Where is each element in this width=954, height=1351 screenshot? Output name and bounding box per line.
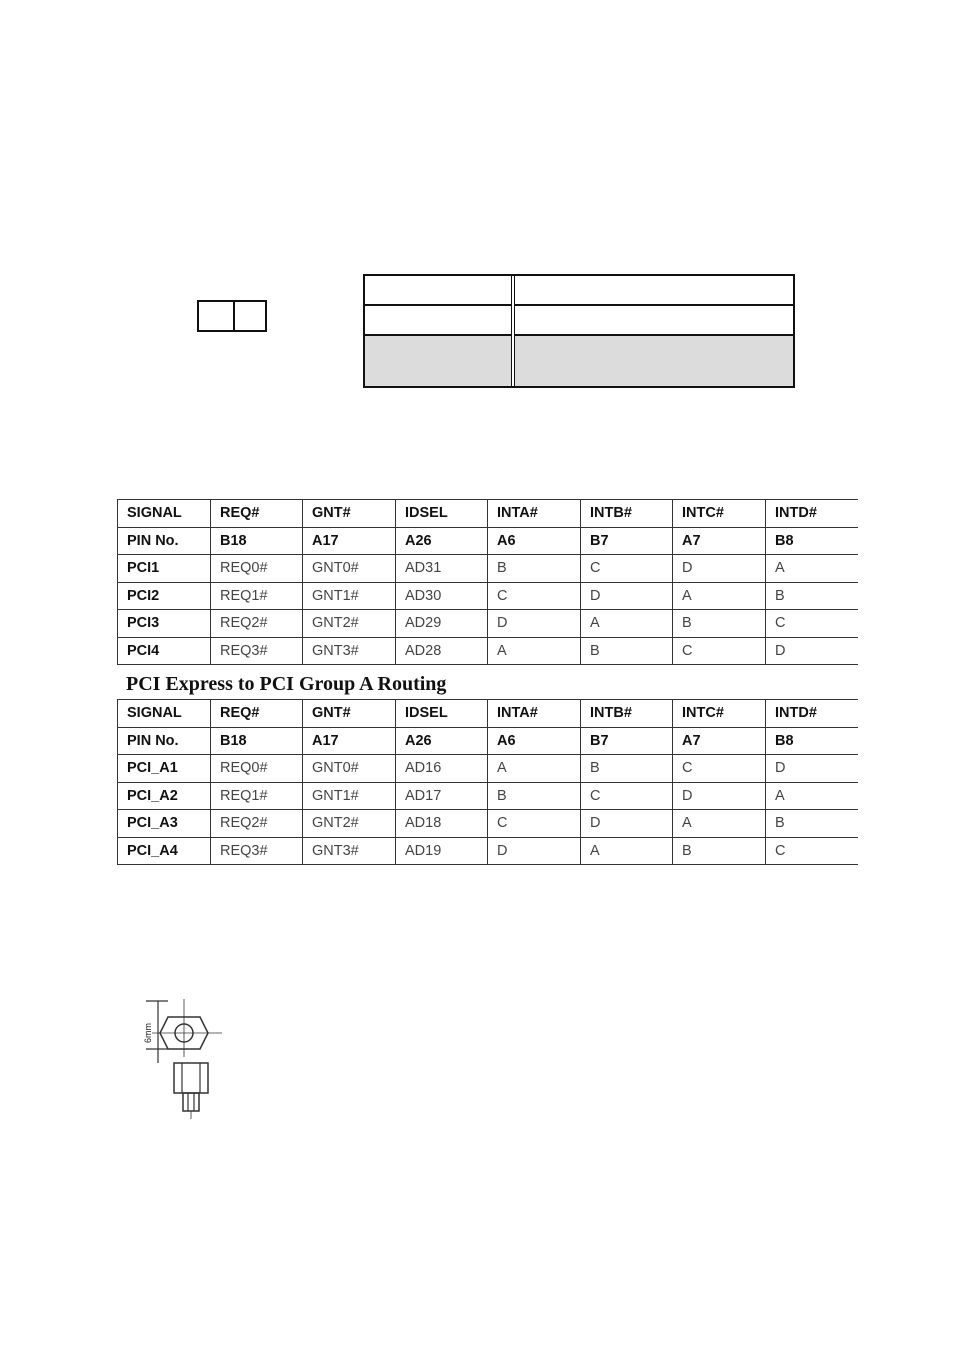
setting-row <box>365 306 793 336</box>
value-cell: REQ2# <box>211 610 303 638</box>
pin-cell: A26 <box>396 527 488 555</box>
value-cell: B <box>488 782 581 810</box>
table-row <box>118 782 858 810</box>
value-cell: A <box>581 837 673 865</box>
value-cell: B <box>766 810 858 838</box>
value-cell: D <box>581 582 673 610</box>
value-cell: REQ1# <box>211 782 303 810</box>
value-cell: A <box>766 782 858 810</box>
value-cell: D <box>673 555 766 583</box>
table-row <box>118 755 858 783</box>
header-cell: INTC# <box>673 700 766 728</box>
setting-column-divider <box>511 276 515 386</box>
value-cell: C <box>766 837 858 865</box>
header-cell: SIGNAL <box>118 700 211 728</box>
pci-group-a-routing-table <box>117 699 858 865</box>
value-cell: REQ2# <box>211 810 303 838</box>
table-row <box>118 582 858 610</box>
slot-cell: PCI2 <box>118 582 211 610</box>
group-a-routing-title: PCI Express to PCI Group A Routing <box>126 673 447 695</box>
pin-cell: A17 <box>303 527 396 555</box>
value-cell: B <box>488 555 581 583</box>
pin-cell: A7 <box>673 727 766 755</box>
table-header-row <box>118 700 858 728</box>
value-cell: AD29 <box>396 610 488 638</box>
value-cell: AD30 <box>396 582 488 610</box>
pin-cell: PIN No. <box>118 727 211 755</box>
value-cell: GNT2# <box>303 610 396 638</box>
pin-row <box>118 727 858 755</box>
value-cell: C <box>488 810 581 838</box>
pin-cell: B18 <box>211 527 303 555</box>
slot-cell: PCI_A1 <box>118 755 211 783</box>
pin-cell: B18 <box>211 727 303 755</box>
header-cell: INTD# <box>766 500 858 528</box>
header-cell: INTD# <box>766 700 858 728</box>
slot-cell: PCI_A2 <box>118 782 211 810</box>
slot-cell: PCI1 <box>118 555 211 583</box>
header-cell: IDSEL <box>396 700 488 728</box>
pin-cell: B8 <box>766 527 858 555</box>
header-cell: IDSEL <box>396 500 488 528</box>
standoff-diagram <box>138 995 228 1120</box>
pin-cell: A6 <box>488 527 581 555</box>
header-cell: REQ# <box>211 500 303 528</box>
setting-row-shaded <box>365 336 793 386</box>
value-cell: REQ0# <box>211 755 303 783</box>
header-cell: INTB# <box>581 700 673 728</box>
value-cell: C <box>581 555 673 583</box>
table-row <box>118 555 858 583</box>
value-cell: B <box>581 637 673 665</box>
value-cell: AD28 <box>396 637 488 665</box>
value-cell: GNT1# <box>303 582 396 610</box>
value-cell: D <box>488 610 581 638</box>
value-cell: D <box>766 755 858 783</box>
value-cell: GNT2# <box>303 810 396 838</box>
slot-cell: PCI_A3 <box>118 810 211 838</box>
pin-cell: B7 <box>581 727 673 755</box>
value-cell: D <box>766 637 858 665</box>
value-cell: AD19 <box>396 837 488 865</box>
value-cell: A <box>673 582 766 610</box>
table-row <box>118 610 858 638</box>
value-cell: AD17 <box>396 782 488 810</box>
pin-cell: A17 <box>303 727 396 755</box>
value-cell: REQ0# <box>211 555 303 583</box>
table-row <box>118 810 858 838</box>
header-cell: REQ# <box>211 700 303 728</box>
header-cell: INTC# <box>673 500 766 528</box>
value-cell: GNT3# <box>303 637 396 665</box>
pin-cell: A7 <box>673 527 766 555</box>
value-cell: AD16 <box>396 755 488 783</box>
table-row <box>118 637 858 665</box>
header-cell: INTA# <box>488 700 581 728</box>
value-cell: A <box>673 810 766 838</box>
value-cell: D <box>673 782 766 810</box>
value-cell: A <box>488 637 581 665</box>
value-cell: AD18 <box>396 810 488 838</box>
value-cell: REQ3# <box>211 637 303 665</box>
jumper-setting-table <box>363 274 795 388</box>
slot-cell: PCI_A4 <box>118 837 211 865</box>
value-cell: REQ1# <box>211 582 303 610</box>
table-header-row <box>118 500 858 528</box>
value-cell: A <box>581 610 673 638</box>
value-cell: A <box>488 755 581 783</box>
value-cell: C <box>673 755 766 783</box>
value-cell: GNT3# <box>303 837 396 865</box>
pin-cell: B8 <box>766 727 858 755</box>
pin-cell: B7 <box>581 527 673 555</box>
slot-cell: PCI3 <box>118 610 211 638</box>
header-cell: INTB# <box>581 500 673 528</box>
pin-cell: A26 <box>396 727 488 755</box>
value-cell: D <box>488 837 581 865</box>
value-cell: B <box>673 610 766 638</box>
setting-row <box>365 276 793 306</box>
pin-cell: PIN No. <box>118 527 211 555</box>
pci-routing-table <box>117 499 858 665</box>
value-cell: C <box>488 582 581 610</box>
value-cell: D <box>581 810 673 838</box>
value-cell: GNT1# <box>303 782 396 810</box>
value-cell: C <box>673 637 766 665</box>
value-cell: A <box>766 555 858 583</box>
table-row <box>118 837 858 865</box>
header-cell: GNT# <box>303 700 396 728</box>
header-cell: SIGNAL <box>118 500 211 528</box>
jumper-divider <box>233 302 235 330</box>
header-cell: INTA# <box>488 500 581 528</box>
value-cell: B <box>673 837 766 865</box>
value-cell: B <box>766 582 858 610</box>
value-cell: GNT0# <box>303 755 396 783</box>
slot-cell: PCI4 <box>118 637 211 665</box>
value-cell: GNT0# <box>303 555 396 583</box>
pin-row <box>118 527 858 555</box>
value-cell: C <box>766 610 858 638</box>
pin-cell: A6 <box>488 727 581 755</box>
standoff-dimension-label: 6mm <box>143 1023 153 1043</box>
value-cell: C <box>581 782 673 810</box>
value-cell: AD31 <box>396 555 488 583</box>
value-cell: REQ3# <box>211 837 303 865</box>
value-cell: B <box>581 755 673 783</box>
header-cell: GNT# <box>303 500 396 528</box>
jumper-diagram <box>197 300 267 332</box>
